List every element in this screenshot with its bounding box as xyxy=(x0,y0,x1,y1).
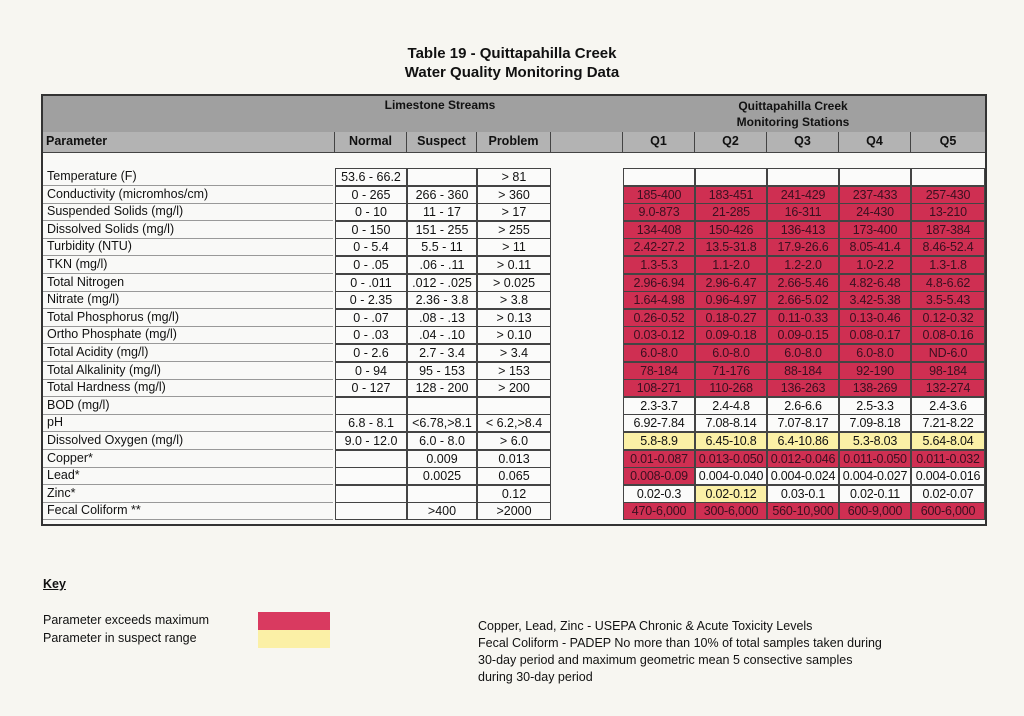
station-q3-cell: 2.66-5.02 xyxy=(767,291,839,309)
suspect-swatch xyxy=(258,630,330,648)
normal-cell: 0 - 265 xyxy=(335,186,407,204)
station-q5-cell: 3.5-5.43 xyxy=(911,291,985,309)
station-q2-cell: 1.1-2.0 xyxy=(695,256,767,274)
table-title: Table 19 - Quittapahilla Creek xyxy=(407,45,617,62)
suspect-cell xyxy=(407,485,477,503)
station-q3-cell: 560-10,900 xyxy=(767,502,839,520)
parameter-name: BOD (mg/l) xyxy=(43,397,333,415)
station-q2-cell: 6.45-10.8 xyxy=(695,432,767,450)
station-q1-cell: 6.0-8.0 xyxy=(623,344,695,362)
parameter-name: Fecal Coliform ** xyxy=(43,502,333,520)
normal-cell xyxy=(335,485,407,503)
suspect-cell: .08 - .13 xyxy=(407,309,477,327)
suspect-cell: 11 - 17 xyxy=(407,203,477,221)
col-normal: Normal xyxy=(335,132,407,152)
col-parameter: Parameter xyxy=(43,132,335,152)
station-q4-cell: 92-190 xyxy=(839,362,911,380)
stations-header xyxy=(625,98,961,130)
station-q2-cell: 150-426 xyxy=(695,221,767,239)
station-q1-cell: 5.8-8.9 xyxy=(623,432,695,450)
col-q3: Q3 xyxy=(767,132,839,152)
col-suspect: Suspect xyxy=(407,132,477,152)
station-q3-cell: 7.07-8.17 xyxy=(767,414,839,432)
parameter-name: Temperature (F) xyxy=(43,168,333,186)
col-q1: Q1 xyxy=(623,132,695,152)
station-q4-cell: 0.011-0.050 xyxy=(839,450,911,468)
suspect-cell: 0.0025 xyxy=(407,467,477,485)
station-q2-cell: 183-451 xyxy=(695,186,767,204)
station-q4-cell: 173-400 xyxy=(839,221,911,239)
suspect-cell: 6.0 - 8.0 xyxy=(407,432,477,450)
station-q5-cell: 7.21-8.22 xyxy=(911,414,985,432)
station-q1-cell xyxy=(623,168,695,186)
problem-cell: > 200 xyxy=(477,379,551,397)
parameter-name: Total Alkalinity (mg/l) xyxy=(43,362,333,380)
station-q1-cell: 0.008-0.09 xyxy=(623,467,695,485)
parameter-name: Conductivity (micromhos/cm) xyxy=(43,186,333,204)
station-q4-cell: 7.09-8.18 xyxy=(839,414,911,432)
station-q5-cell: 8.46-52.4 xyxy=(911,238,985,256)
station-q3-cell: 88-184 xyxy=(767,362,839,380)
suspect-cell: .012 - .025 xyxy=(407,274,477,292)
station-q4-cell: 8.05-41.4 xyxy=(839,238,911,256)
station-q5-cell: 132-274 xyxy=(911,379,985,397)
station-q1-cell: 78-184 xyxy=(623,362,695,380)
station-q2-cell: 0.18-0.27 xyxy=(695,309,767,327)
header-divider xyxy=(43,152,985,153)
problem-cell: >2000 xyxy=(477,502,551,520)
station-q5-cell: 98-184 xyxy=(911,362,985,380)
station-q1-cell: 2.96-6.94 xyxy=(623,274,695,292)
normal-cell: 0 - 127 xyxy=(335,379,407,397)
station-q2-cell: 13.5-31.8 xyxy=(695,238,767,256)
problem-cell: 0.065 xyxy=(477,467,551,485)
station-q3-cell: 2.66-5.46 xyxy=(767,274,839,292)
problem-cell: > 11 xyxy=(477,238,551,256)
station-q3-cell: 136-413 xyxy=(767,221,839,239)
normal-cell: 6.8 - 8.1 xyxy=(335,414,407,432)
suspect-cell: 151 - 255 xyxy=(407,221,477,239)
problem-cell: > 3.8 xyxy=(477,291,551,309)
station-q3-cell: 16-311 xyxy=(767,203,839,221)
station-q4-cell: 4.82-6.48 xyxy=(839,274,911,292)
station-q5-cell: 0.12-0.32 xyxy=(911,309,985,327)
suspect-cell: 5.5 - 11 xyxy=(407,238,477,256)
stations-header-line1: Quittapahilla Creek xyxy=(738,99,848,113)
problem-cell: > 0.025 xyxy=(477,274,551,292)
normal-cell: 0 - .03 xyxy=(335,326,407,344)
station-q2-cell: 0.96-4.97 xyxy=(695,291,767,309)
station-q3-cell: 0.09-0.15 xyxy=(767,326,839,344)
station-q1-cell: 134-408 xyxy=(623,221,695,239)
station-q1-cell: 9.0-873 xyxy=(623,203,695,221)
normal-cell xyxy=(335,397,407,415)
parameter-name: Suspended Solids (mg/l) xyxy=(43,203,333,221)
parameter-name: Total Hardness (mg/l) xyxy=(43,379,333,397)
group-header xyxy=(43,96,985,133)
station-q4-cell: 0.02-0.11 xyxy=(839,485,911,503)
parameter-name: Turbidity (NTU) xyxy=(43,238,333,256)
station-q2-cell: 0.013-0.050 xyxy=(695,450,767,468)
key-note: 30-day period and maximum geometric mean 5 consective samples xyxy=(478,653,853,667)
station-q1-cell: 0.02-0.3 xyxy=(623,485,695,503)
station-q2-cell: 7.08-8.14 xyxy=(695,414,767,432)
station-q2-cell: 0.004-0.040 xyxy=(695,467,767,485)
station-q4-cell: 600-9,000 xyxy=(839,502,911,520)
normal-cell xyxy=(335,502,407,520)
station-q3-cell: 0.03-0.1 xyxy=(767,485,839,503)
limestone-streams-header: Limestone Streams xyxy=(384,98,496,112)
suspect-cell: 0.009 xyxy=(407,450,477,468)
suspect-cell: 2.36 - 3.8 xyxy=(407,291,477,309)
col-q5: Q5 xyxy=(911,132,985,152)
station-q2-cell: 21-285 xyxy=(695,203,767,221)
parameter-name: pH xyxy=(43,414,333,432)
normal-cell: 0 - .011 xyxy=(335,274,407,292)
station-q3-cell: 0.004-0.024 xyxy=(767,467,839,485)
station-q3-cell: 6.4-10.86 xyxy=(767,432,839,450)
station-q1-cell: 0.03-0.12 xyxy=(623,326,695,344)
parameter-name: Total Nitrogen xyxy=(43,274,333,292)
station-q2-cell: 2.96-6.47 xyxy=(695,274,767,292)
col-q4: Q4 xyxy=(839,132,911,152)
station-q5-cell: 1.3-1.8 xyxy=(911,256,985,274)
station-q4-cell: 2.5-3.3 xyxy=(839,397,911,415)
normal-cell: 0 - .05 xyxy=(335,256,407,274)
station-q1-cell: 1.64-4.98 xyxy=(623,291,695,309)
table-subtitle: Water Quality Monitoring Data xyxy=(404,64,620,81)
station-q5-cell: 0.02-0.07 xyxy=(911,485,985,503)
problem-cell: > 0.10 xyxy=(477,326,551,344)
normal-cell: 0 - 2.6 xyxy=(335,344,407,362)
problem-cell: < 6.2,>8.4 xyxy=(477,414,551,432)
key-note: during 30-day period xyxy=(478,670,593,684)
problem-cell: > 153 xyxy=(477,362,551,380)
station-q1-cell: 185-400 xyxy=(623,186,695,204)
suspect-cell xyxy=(407,397,477,415)
col-q2: Q2 xyxy=(695,132,767,152)
station-q2-cell: 2.4-4.8 xyxy=(695,397,767,415)
station-q3-cell: 2.6-6.6 xyxy=(767,397,839,415)
station-q3-cell: 1.2-2.0 xyxy=(767,256,839,274)
parameter-name: Zinc* xyxy=(43,485,333,503)
normal-cell: 0 - 150 xyxy=(335,221,407,239)
suspect-cell: 2.7 - 3.4 xyxy=(407,344,477,362)
station-q2-cell: 0.09-0.18 xyxy=(695,326,767,344)
key-heading: Key xyxy=(43,577,66,591)
normal-cell: 0 - .07 xyxy=(335,309,407,327)
parameter-name: Total Phosphorus (mg/l) xyxy=(43,309,333,327)
station-q3-cell xyxy=(767,168,839,186)
station-q5-cell: 257-430 xyxy=(911,186,985,204)
problem-cell xyxy=(477,397,551,415)
station-q1-cell: 6.92-7.84 xyxy=(623,414,695,432)
station-q4-cell: 237-433 xyxy=(839,186,911,204)
normal-cell: 0 - 2.35 xyxy=(335,291,407,309)
parameter-name: Dissolved Oxygen (mg/l) xyxy=(43,432,333,450)
parameter-name: Ortho Phosphate (mg/l) xyxy=(43,326,333,344)
problem-cell: > 17 xyxy=(477,203,551,221)
suspect-cell xyxy=(407,168,477,186)
station-q4-cell: 0.13-0.46 xyxy=(839,309,911,327)
exceeds-swatch xyxy=(258,612,330,630)
stations-header-line2: Monitoring Stations xyxy=(736,115,850,129)
problem-cell: > 255 xyxy=(477,221,551,239)
station-q4-cell: 24-430 xyxy=(839,203,911,221)
parameter-name: Total Acidity (mg/l) xyxy=(43,344,333,362)
station-q1-cell: 0.01-0.087 xyxy=(623,450,695,468)
normal-cell: 53.6 - 66.2 xyxy=(335,168,407,186)
problem-cell: > 3.4 xyxy=(477,344,551,362)
parameter-name: Nitrate (mg/l) xyxy=(43,291,333,309)
key-exceeds-label: Parameter exceeds maximum xyxy=(43,613,210,627)
station-q5-cell: ND-6.0 xyxy=(911,344,985,362)
station-q5-cell: 0.011-0.032 xyxy=(911,450,985,468)
station-q1-cell: 2.42-27.2 xyxy=(623,238,695,256)
station-q3-cell: 0.012-0.046 xyxy=(767,450,839,468)
problem-cell: 0.013 xyxy=(477,450,551,468)
key-note: Copper, Lead, Zinc - USEPA Chronic & Acute Toxicity Levels xyxy=(478,619,813,633)
problem-cell: > 0.13 xyxy=(477,309,551,327)
normal-cell xyxy=(335,467,407,485)
station-q2-cell: 300-6,000 xyxy=(695,502,767,520)
station-q4-cell: 0.004-0.027 xyxy=(839,467,911,485)
station-q5-cell: 0.08-0.16 xyxy=(911,326,985,344)
suspect-cell: 128 - 200 xyxy=(407,379,477,397)
normal-cell: 0 - 10 xyxy=(335,203,407,221)
normal-cell: 9.0 - 12.0 xyxy=(335,432,407,450)
station-q5-cell: 600-6,000 xyxy=(911,502,985,520)
suspect-cell: .06 - .11 xyxy=(407,256,477,274)
station-q1-cell: 1.3-5.3 xyxy=(623,256,695,274)
station-q4-cell: 138-269 xyxy=(839,379,911,397)
station-q5-cell xyxy=(911,168,985,186)
station-q4-cell: 1.0-2.2 xyxy=(839,256,911,274)
station-q3-cell: 0.11-0.33 xyxy=(767,309,839,327)
station-q5-cell: 2.4-3.6 xyxy=(911,397,985,415)
data-table xyxy=(41,94,987,526)
station-q2-cell: 71-176 xyxy=(695,362,767,380)
suspect-cell: <6.78,>8.1 xyxy=(407,414,477,432)
suspect-cell: 95 - 153 xyxy=(407,362,477,380)
station-q1-cell: 2.3-3.7 xyxy=(623,397,695,415)
station-q5-cell: 0.004-0.016 xyxy=(911,467,985,485)
suspect-cell: .04 - .10 xyxy=(407,326,477,344)
station-q3-cell: 17.9-26.6 xyxy=(767,238,839,256)
station-q3-cell: 136-263 xyxy=(767,379,839,397)
station-q5-cell: 4.8-6.62 xyxy=(911,274,985,292)
normal-cell xyxy=(335,450,407,468)
problem-cell: > 0.11 xyxy=(477,256,551,274)
parameter-name: Copper* xyxy=(43,450,333,468)
key-suspect-label: Parameter in suspect range xyxy=(43,631,197,645)
station-q3-cell: 241-429 xyxy=(767,186,839,204)
problem-cell: > 6.0 xyxy=(477,432,551,450)
station-q2-cell: 0.02-0.12 xyxy=(695,485,767,503)
suspect-cell: >400 xyxy=(407,502,477,520)
problem-cell: 0.12 xyxy=(477,485,551,503)
station-q1-cell: 0.26-0.52 xyxy=(623,309,695,327)
col-problem: Problem xyxy=(477,132,551,152)
station-q5-cell: 5.64-8.04 xyxy=(911,432,985,450)
station-q1-cell: 470-6,000 xyxy=(623,502,695,520)
key-note: Fecal Coliform - PADEP No more than 10% of total samples taken during xyxy=(478,636,882,650)
station-q2-cell xyxy=(695,168,767,186)
parameter-name: TKN (mg/l) xyxy=(43,256,333,274)
station-q4-cell: 3.42-5.38 xyxy=(839,291,911,309)
station-q4-cell: 6.0-8.0 xyxy=(839,344,911,362)
station-q4-cell: 0.08-0.17 xyxy=(839,326,911,344)
station-q4-cell xyxy=(839,168,911,186)
normal-cell: 0 - 5.4 xyxy=(335,238,407,256)
parameter-name: Lead* xyxy=(43,467,333,485)
problem-cell: > 360 xyxy=(477,186,551,204)
station-q4-cell: 5.3-8.03 xyxy=(839,432,911,450)
station-q2-cell: 6.0-8.0 xyxy=(695,344,767,362)
parameter-name: Dissolved Solids (mg/l) xyxy=(43,221,333,239)
normal-cell: 0 - 94 xyxy=(335,362,407,380)
station-q3-cell: 6.0-8.0 xyxy=(767,344,839,362)
station-q5-cell: 187-384 xyxy=(911,221,985,239)
suspect-cell: 266 - 360 xyxy=(407,186,477,204)
station-q2-cell: 110-268 xyxy=(695,379,767,397)
problem-cell: > 81 xyxy=(477,168,551,186)
col-spacer xyxy=(551,132,623,152)
station-q5-cell: 13-210 xyxy=(911,203,985,221)
station-q1-cell: 108-271 xyxy=(623,379,695,397)
